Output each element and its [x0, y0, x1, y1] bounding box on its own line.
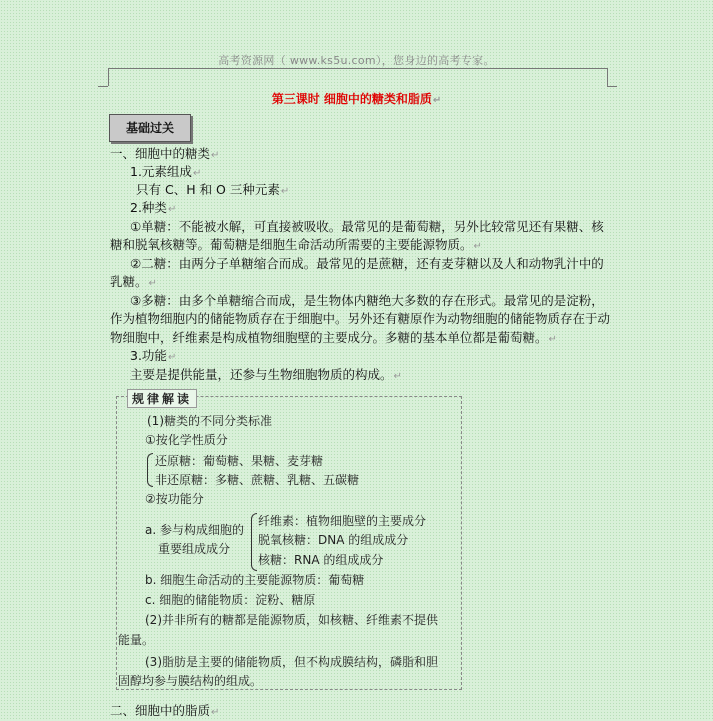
page-header: 高考资源网（ www.ks5u.com），您身边的高考专家。: [218, 54, 495, 67]
section-heading-sugars: 一、细胞中的糖类↵: [110, 146, 220, 161]
header-corner-left: [98, 86, 108, 87]
polysaccharide-line-2: 作为植物细胞内的储能物质存在于细胞中。另外还有糖原作为动物细胞的储能物质存在于动: [110, 311, 611, 326]
box-line-component-a: a. 参与构成细胞的: [145, 523, 244, 537]
box-line-membrane: 固醇均参与膜结构的组成。: [118, 674, 263, 688]
box-line-fat: (3)脂肪是主要的储能物质，但不构成膜结构，磷脂和胆: [145, 655, 439, 669]
elements-text: 只有 C、H 和 O 三种元素↵: [136, 182, 290, 197]
box-line-function: ②按功能分: [145, 492, 204, 506]
polysaccharide-line-3: 物细胞中，纤维素是构成植物细胞壁的主要成分。多糖的基本单位都是葡萄糖。↵: [110, 330, 557, 345]
box-line-classification: (1)糖类的不同分类标准: [147, 414, 272, 428]
box-line-not-all-energy: (2)并非所有的糖都是能源物质，如核糖、纤维素不提供: [145, 613, 439, 627]
lesson-title: 第三课时 细胞中的糖类和脂质↵: [271, 92, 442, 106]
box-line-chemical: ①按化学性质分: [145, 433, 228, 447]
disaccharide-line-1: ②二糖：由两分子单糖缩合而成。最常见的是蔗糖，还有麦芽糖以及人和动物乳汁中的: [130, 256, 604, 271]
subheading-elements: 1.元素组成↵: [130, 164, 202, 179]
disaccharide-line-2: 乳糖。↵: [110, 274, 157, 289]
monosaccharide-line-2: 糖和脱氧核糖等。葡萄糖是细胞生命活动所需要的主要能源物质。↵: [110, 237, 482, 252]
subheading-function: 3.功能↵: [130, 348, 177, 363]
brace-chemical: [147, 453, 153, 487]
brace-function: [251, 513, 257, 571]
section-heading-lipids: 二、细胞中的脂质↵: [110, 703, 220, 718]
header-rule: [108, 68, 608, 69]
function-text: 主要是提供能量，还参与生物细胞物质的构成。↵: [130, 367, 402, 382]
header-tick-left: [108, 68, 109, 86]
box-line-deoxyribose: 脱氧核糖：DNA 的组成成分: [258, 533, 409, 547]
polysaccharide-line-1: ③多糖：由多个单糖缩合而成，是生物体内糖绝大多数的存在形式。最常见的是淀粉，: [130, 293, 604, 308]
section-badge: 基础过关: [109, 114, 191, 142]
box-line-ribose: 核糖：RNA 的组成成分: [258, 553, 384, 567]
subheading-types: 2.种类↵: [130, 200, 177, 215]
box-line-energy-end: 能量。: [118, 633, 155, 647]
box-line-component-b: 重要组成成分: [158, 542, 231, 556]
rule-summary-title: 规律解读: [127, 389, 197, 408]
box-line-storage: c. 细胞的储能物质：淀粉、糖原: [145, 593, 316, 607]
monosaccharide-line-1: ①单糖：不能被水解，可直接被吸收。最常见的是葡萄糖，另外比较常见还有果糖、核: [130, 219, 604, 234]
box-line-nonreducing-sugar: 非还原糖：多糖、蔗糖、乳糖、五碳糖: [155, 473, 360, 487]
header-tick-right: [607, 68, 608, 86]
box-line-reducing-sugar: 还原糖：葡萄糖、果糖、麦芽糖: [155, 454, 324, 468]
header-corner-right: [607, 86, 617, 87]
box-line-energy-source: b. 细胞生命活动的主要能源物质：葡萄糖: [145, 573, 365, 587]
box-line-cellulose: 纤维素：植物细胞壁的主要成分: [258, 514, 427, 528]
